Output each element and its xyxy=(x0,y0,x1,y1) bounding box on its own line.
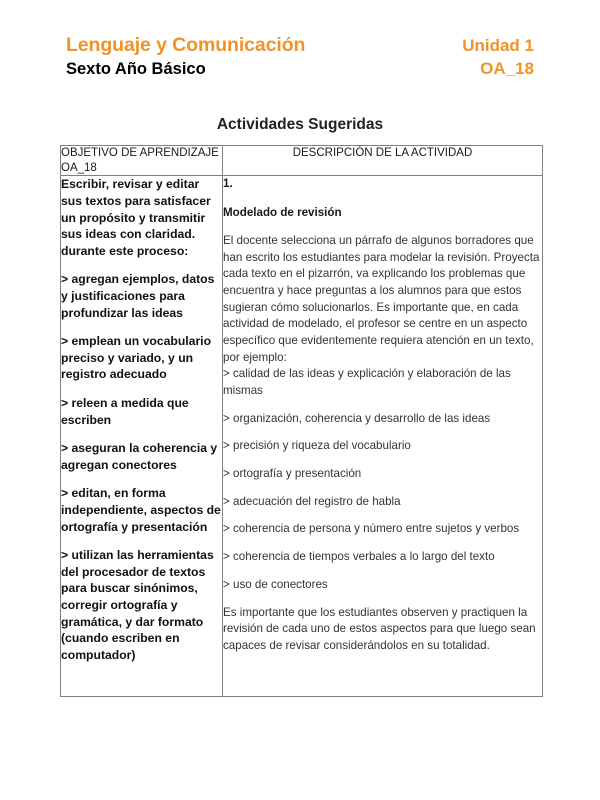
table-row xyxy=(61,176,543,697)
activity-bullet-7: > uso de conectores xyxy=(223,577,328,591)
activity-bullet-3: > ortografía y presentación xyxy=(223,467,362,481)
column-header-description: DESCRIPCIÓN DE LA ACTIVIDAD xyxy=(223,146,543,176)
objective-paragraph-0: Escribir, revisar y editar sus textos para satisfacer un propósito y transmitir sus ideas con claridad. durante este proceso: xyxy=(61,177,211,258)
activity-bullet-6: > coherencia de tiempos verbales a lo largo del texto xyxy=(223,550,495,564)
oa-code-label: OA_18 xyxy=(480,59,534,78)
objective-paragraph-1: > agregan ejemplos, datos y justificaciones para profundizar las ideas xyxy=(61,272,215,320)
activity-bullet-1: > organización, coherencia y desarrollo de las ideas xyxy=(223,411,491,425)
activity-subtitle: Modelado de revisión xyxy=(223,206,342,220)
activities-table xyxy=(60,145,543,697)
column-header-objective: OBJETIVO DE APRENDIZAJE OA_18 xyxy=(61,146,223,176)
activity-bullet-4: > adecuación del registro de habla xyxy=(223,494,401,508)
objective-paragraph-5: > editan, en forma independiente, aspectos de ortografía y presentación xyxy=(61,486,221,534)
activity-bullet-5: > coherencia de persona y número entre sujetos y verbos xyxy=(223,522,520,536)
activity-intro-paragraph: El docente selecciona un párrafo de algunos borradores que han escrito los estudiantes para modelar la revisión. Proyecta cada texto en el pizarrón, va explicando los problemas que encuentra y hace preguntas a los alumnos para que estos sugieran cómo solucionarlos. Es importante que, en cada actividad de modelado, el profesor se centre en un aspecto específico que evidentemente requiera atención en un texto, por ejemplo: xyxy=(223,233,540,364)
masthead-row-secondary xyxy=(66,59,534,84)
description-content xyxy=(223,176,542,654)
table-body xyxy=(61,176,543,697)
activity-bullet-0: > calidad de las ideas y explicación y elaboración de las mismas xyxy=(223,367,511,397)
objective-paragraph-3: > releen a medida que escriben xyxy=(61,395,189,427)
objective-content xyxy=(61,176,222,663)
masthead-row-primary xyxy=(66,34,534,59)
table-header-row xyxy=(61,146,543,176)
unit-label: Unidad 1 xyxy=(462,36,534,55)
page-title: Actividades Sugeridas xyxy=(216,116,384,133)
activity-number: 1. xyxy=(223,177,233,191)
objective-paragraph-6: > utilizan las herramientas del procesador de textos para buscar sinónimos, corregir ortografía y gramática, y dar formato (cuando escriben en computador) xyxy=(61,548,214,662)
subject-title: Lenguaje y Comunicación xyxy=(66,34,306,56)
activity-bullet-2: > precisión y riqueza del vocabulario xyxy=(223,439,411,453)
description-cell xyxy=(223,176,543,697)
objective-paragraph-2: > emplean un vocabulario preciso y variado, y un registro adecuado xyxy=(61,334,212,382)
masthead xyxy=(66,34,534,84)
objective-cell xyxy=(61,176,223,697)
objective-paragraph-4: > aseguran la coherencia y agregan conectores xyxy=(61,441,218,472)
table-header xyxy=(61,146,543,176)
activity-closing-paragraph: Es importante que los estudiantes observen y practiquen la revisión de cada uno de estos aspectos para que luego sean capaces de revisar considerándolos en su totalidad. xyxy=(223,605,536,652)
grade-title: Sexto Año Básico xyxy=(66,60,206,78)
